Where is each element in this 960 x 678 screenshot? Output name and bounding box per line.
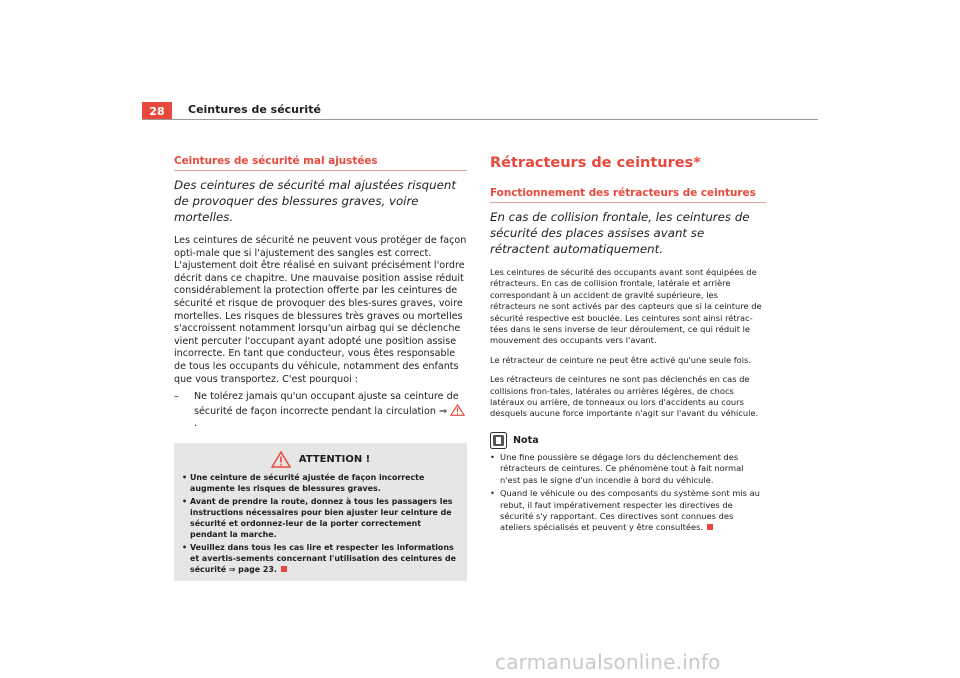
nota-item-text: Une fine poussière se dégage lors du déclenchement des rétracteurs de ceintures. Ce phénomène tout à fait normal n'est pas le signe d'un incendie à bord du véhicule. — [500, 451, 744, 485]
attention-item-text — [190, 542, 459, 575]
page-number-box — [142, 102, 172, 120]
attention-item-text: Une ceinture de sécurité ajustée de façon incorrecte augmente les risques de blessures graves. — [190, 472, 425, 493]
attention-item — [182, 472, 459, 494]
right-section-title: Fonctionnement des rétracteurs de ceintures — [490, 187, 766, 203]
attention-bullet: • — [182, 542, 188, 552]
right-main-title: Rétracteurs de ceintures* — [490, 155, 701, 171]
attention-item-body: Veuillez dans tous les cas lire et respecter les informations et avertis-sements concernant l'utilisation des ceintures de sécurité ⇒ page 23. — [190, 542, 456, 574]
left-lead: Des ceintures de sécurité mal ajustées risquent de provoquer des blessures graves, voire mortelles. — [174, 178, 456, 224]
attention-item-text: Avant de prendre la route, donnez à tous les passagers les instructions nécessaires pour bien ajuster leur ceinture de sécurité et ordonnez-leur de la porter correctement pendant la marche. — [190, 496, 453, 539]
watermark: carmanualsonline.info — [495, 650, 721, 674]
end-mark-icon — [281, 566, 287, 572]
note-icon — [490, 432, 507, 449]
nota-item-body: Quand le véhicule ou des composants du système sont mis au rebut, il faut impérativement respecter les directives de sécurité s'y rapportant. Ces directives sont connues des ateliers spécialisés et peuvent y être consultées. — [500, 488, 760, 533]
nota-title: Nota — [513, 434, 539, 446]
left-section-title: Ceintures de sécurité mal ajustées — [174, 155, 467, 171]
header-rule — [142, 119, 818, 120]
dash-list-item — [174, 391, 467, 431]
warning-triangle-icon[interactable] — [450, 404, 465, 416]
dash-marker: – — [174, 391, 179, 403]
left-body: Les ceintures de sécurité ne peuvent vous protéger de façon opti-male que si l'ajustement des sangles est correct. L'ajustement doit être réalisé en suivant précisément l'ordre décrit dans ce chapitre. Une mauvaise position assise réduit considérablement la protection offerte par les ceintures de sécurité et risque de provoquer des bles-sures graves, voire mortelles. Les risques de blessures très graves ou mortelles s'accroissent notamment lorsqu'un airbag qui se déclenche vient percuter l'occupant ayant adopté une position assise incorrecte. En tant que conducteur, vous êtes responsable de tous les occupants du véhicule, notamment des enfants que vous transportez. C'est pourquoi : — [174, 235, 467, 385]
left-column — [174, 155, 467, 581]
right-paragraph: Les rétracteurs de ceintures ne sont pas déclenchés en cas de collisions fron-tales, latérales ou arrières légères, de chocs latéraux ou arrière, de tonneaux ou lors d'accidents au cours desquels aucune force importante n'agit sur l'avant du véhicule. — [490, 374, 759, 419]
right-paragraph: Les ceintures de sécurité des occupants avant sont équipées de rétracteurs. En cas de collision frontale, latérale et arrière correspondant à un accident de gravité supérieure, les rétracteurs ne sont activés par des capteurs que si la ceinture de sécurité respective est bouclée. Les ceintures sont ainsi rétrac-tées dans le sens inverse de leur déroulement, ce qui réduit le mouvement des occupants vers l'avant. — [490, 267, 762, 346]
end-mark-icon — [707, 524, 713, 530]
dash-item-body: Ne tolérez jamais qu'un occupant ajuste sa ceinture de sécurité de façon incorrecte pendant la circulation ⇒ — [194, 391, 459, 417]
attention-box — [174, 443, 467, 581]
nota-item — [490, 488, 766, 534]
attention-bullet: • — [182, 496, 188, 506]
warning-triangle-icon — [271, 451, 291, 468]
nota-item-text — [500, 488, 766, 534]
nota-header — [490, 432, 766, 449]
attention-header — [182, 451, 459, 468]
dash-item-text — [194, 391, 467, 431]
page-header-title: Ceintures de sécurité — [188, 103, 321, 116]
nota-bullet: • — [490, 451, 495, 462]
attention-item — [182, 496, 459, 540]
dash-item-end: . — [194, 418, 198, 430]
nota-item — [490, 452, 766, 486]
attention-bullet: • — [182, 472, 188, 482]
attention-title: ATTENTION ! — [298, 453, 371, 465]
right-lead: En cas de collision frontale, les ceintures de sécurité des places assises avant se rétractent automatiquement. — [490, 210, 750, 256]
nota-bullet: • — [490, 488, 495, 499]
attention-item — [182, 542, 459, 575]
right-column — [490, 155, 766, 534]
right-paragraph: Le rétracteur de ceinture ne peut être activé qu'une seule fois. — [490, 354, 752, 365]
page-number: 28 — [149, 104, 165, 118]
